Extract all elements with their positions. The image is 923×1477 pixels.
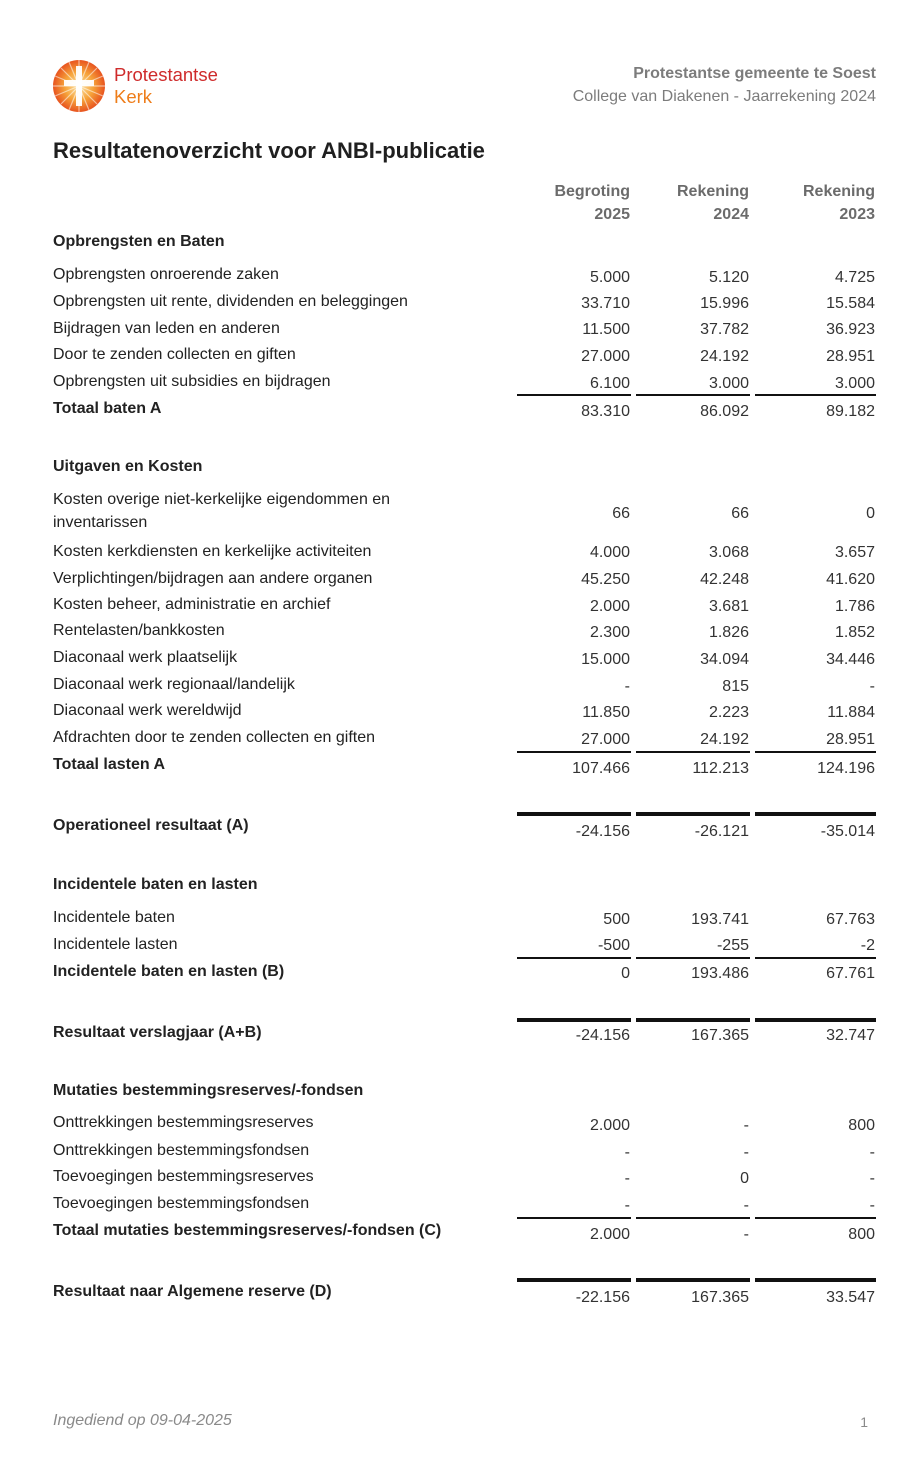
cell-rekening-2023: 34.446 xyxy=(826,651,875,668)
row-label-continued: inventarissen xyxy=(53,514,148,531)
cell-rekening-2023: -2 xyxy=(860,937,875,954)
cell-rekening-2024: 112.213 xyxy=(692,760,749,777)
cell-rekening-2024: -26.121 xyxy=(694,823,749,840)
cell-rekening-2024: - xyxy=(743,1226,749,1243)
cross-sun-icon xyxy=(52,58,106,114)
subtotal-rule xyxy=(517,394,631,396)
subtotal-rule xyxy=(636,1217,750,1219)
cell-rekening-2023: - xyxy=(869,1144,875,1161)
logo-line-2: Kerk xyxy=(114,86,153,107)
cell-begroting-2025: - xyxy=(624,678,630,695)
column-header-year: 2025 xyxy=(594,206,630,223)
column-header-line: Rekening xyxy=(676,183,749,200)
cell-rekening-2023: 36.923 xyxy=(826,321,875,338)
subtotal-rule xyxy=(755,1217,876,1219)
row-label: Kosten overige niet-kerkelijke eigendommen en xyxy=(53,491,391,508)
section-title-incidenteel: Incidentele baten en lasten xyxy=(53,876,258,893)
row-label: Resultaat naar Algemene reserve (D) xyxy=(53,1283,332,1300)
cell-rekening-2023: 124.196 xyxy=(817,760,875,777)
cell-begroting-2025: - xyxy=(624,1170,630,1187)
result-rule xyxy=(636,1018,750,1022)
cell-rekening-2024: 3.068 xyxy=(708,544,749,561)
cell-rekening-2023: 32.747 xyxy=(826,1027,875,1044)
page-number: 1 xyxy=(860,1414,868,1430)
row-label: Incidentele baten xyxy=(53,909,175,926)
cell-rekening-2024: - xyxy=(743,1144,749,1161)
cell-begroting-2025: 2.300 xyxy=(589,624,630,641)
section-title-lasten: Uitgaven en Kosten xyxy=(53,458,203,475)
page-title: Resultatenoverzicht voor ANBI-publicatie xyxy=(53,138,485,163)
cell-rekening-2023: 11.884 xyxy=(827,704,875,721)
row-label: Kosten kerkdiensten en kerkelijke activiteiten xyxy=(53,543,372,560)
cell-rekening-2023: 67.761 xyxy=(826,965,875,982)
cell-rekening-2023: 3.657 xyxy=(834,544,875,561)
cell-begroting-2025: 2.000 xyxy=(589,598,630,615)
subtotal-rule xyxy=(636,394,750,396)
subtotal-rule xyxy=(636,751,750,753)
result-rule xyxy=(636,1278,750,1282)
document-subtitle: College van Diakenen - Jaarrekening 2024 xyxy=(572,88,876,105)
row-label: Verplichtingen/bijdragen aan andere organen xyxy=(53,570,373,587)
cell-rekening-2024: 0 xyxy=(740,1170,749,1187)
cell-begroting-2025: - xyxy=(624,1144,630,1161)
subtotal-rule xyxy=(517,1217,631,1219)
result-rule xyxy=(517,1018,631,1022)
cell-rekening-2023: - xyxy=(869,678,875,695)
logo-text xyxy=(114,64,218,108)
cell-begroting-2025: 500 xyxy=(603,911,630,928)
cell-begroting-2025: 6.100 xyxy=(589,375,630,392)
cell-begroting-2025: 0 xyxy=(621,965,630,982)
cell-rekening-2023: 1.786 xyxy=(834,598,875,615)
cell-begroting-2025: 2.000 xyxy=(589,1117,630,1134)
cell-rekening-2024: 167.365 xyxy=(691,1289,749,1306)
column-header-year: 2023 xyxy=(839,206,875,223)
church-logo xyxy=(52,58,252,116)
cell-rekening-2024: 167.365 xyxy=(691,1027,749,1044)
cell-rekening-2024: 15.996 xyxy=(700,295,749,312)
cell-rekening-2024: 86.092 xyxy=(700,403,749,420)
row-label: Onttrekkingen bestemmingsreserves xyxy=(53,1114,314,1131)
cell-rekening-2024: 1.826 xyxy=(708,624,749,641)
logo-line-1: Protestantse xyxy=(114,64,218,85)
result-rule xyxy=(517,812,631,816)
cell-begroting-2025: 15.000 xyxy=(581,651,630,668)
cell-begroting-2025: 27.000 xyxy=(581,348,630,365)
result-rule xyxy=(755,1278,876,1282)
row-label: Operationeel resultaat (A) xyxy=(53,817,249,834)
cell-begroting-2025: 45.250 xyxy=(581,571,630,588)
cell-begroting-2025: 2.000 xyxy=(589,1226,630,1243)
result-rule xyxy=(636,812,750,816)
cell-rekening-2024: 24.192 xyxy=(700,731,749,748)
row-label: Opbrengsten uit subsidies en bijdragen xyxy=(53,373,331,390)
column-header-year: 2024 xyxy=(713,206,749,223)
cell-rekening-2024: 2.223 xyxy=(708,704,749,721)
cell-rekening-2024: 37.782 xyxy=(700,321,749,338)
cell-rekening-2023: - xyxy=(869,1197,875,1214)
row-label: Opbrengsten uit rente, dividenden en beleggingen xyxy=(53,293,408,310)
cell-rekening-2023: 800 xyxy=(848,1117,875,1134)
cell-rekening-2023: 0 xyxy=(866,505,875,522)
document-header xyxy=(573,62,876,108)
cell-begroting-2025: 107.466 xyxy=(572,760,630,777)
cell-rekening-2023: -35.014 xyxy=(820,823,875,840)
column-header-line: Begroting xyxy=(554,183,630,200)
subtotal-rule xyxy=(755,394,876,396)
cell-rekening-2024: 5.120 xyxy=(708,269,749,286)
result-rule xyxy=(755,812,876,816)
organization-name: Protestantse gemeente te Soest xyxy=(633,65,876,82)
row-label: Incidentele baten en lasten (B) xyxy=(53,963,285,980)
row-label: Toevoegingen bestemmingsfondsen xyxy=(53,1195,310,1212)
row-label: Onttrekkingen bestemmingsfondsen xyxy=(53,1142,310,1159)
subtotal-rule xyxy=(517,957,631,959)
column-header-begroting-2025 xyxy=(554,180,630,226)
section-title-mutaties: Mutaties bestemmingsreserves/-fondsen xyxy=(53,1082,364,1099)
row-label: Totaal baten A xyxy=(53,400,162,417)
submission-date: Ingediend op 09-04-2025 xyxy=(53,1412,232,1429)
cell-rekening-2024: -255 xyxy=(716,937,749,954)
cell-begroting-2025: 11.500 xyxy=(582,321,630,338)
row-label: Diaconaal werk regionaal/landelijk xyxy=(53,676,295,693)
cell-rekening-2024: 815 xyxy=(722,678,749,695)
cell-begroting-2025: 11.850 xyxy=(582,704,630,721)
row-label: Diaconaal werk wereldwijd xyxy=(53,702,242,719)
row-label: Rentelasten/bankkosten xyxy=(53,622,225,639)
cell-begroting-2025: - xyxy=(624,1197,630,1214)
subtotal-rule xyxy=(636,957,750,959)
cell-rekening-2023: 67.763 xyxy=(826,911,875,928)
cell-begroting-2025: 4.000 xyxy=(589,544,630,561)
cell-rekening-2024: - xyxy=(743,1197,749,1214)
cell-rekening-2024: 3.000 xyxy=(708,375,749,392)
row-label: Bijdragen van leden en anderen xyxy=(53,320,280,337)
row-label: Incidentele lasten xyxy=(53,936,178,953)
cell-rekening-2023: 28.951 xyxy=(826,731,875,748)
subtotal-rule xyxy=(517,751,631,753)
cell-rekening-2023: 1.852 xyxy=(834,624,875,641)
row-label: Afdrachten door te zenden collecten en giften xyxy=(53,729,375,746)
row-label: Opbrengsten onroerende zaken xyxy=(53,266,279,283)
row-label: Door te zenden collecten en giften xyxy=(53,346,296,363)
cell-begroting-2025: -22.156 xyxy=(575,1289,630,1306)
cell-rekening-2024: 34.094 xyxy=(700,651,749,668)
cell-begroting-2025: 83.310 xyxy=(581,403,630,420)
cell-rekening-2023: 89.182 xyxy=(826,403,875,420)
cell-rekening-2023: 3.000 xyxy=(834,375,875,392)
result-rule xyxy=(517,1278,631,1282)
cell-rekening-2024: - xyxy=(743,1117,749,1134)
cell-rekening-2024: 193.741 xyxy=(691,911,749,928)
cell-rekening-2024: 193.486 xyxy=(691,965,749,982)
cell-rekening-2023: 33.547 xyxy=(826,1289,875,1306)
cell-rekening-2024: 66 xyxy=(731,505,749,522)
row-label: Diaconaal werk plaatselijk xyxy=(53,649,238,666)
cell-begroting-2025: -500 xyxy=(597,937,630,954)
row-label: Toevoegingen bestemmingsreserves xyxy=(53,1168,314,1185)
column-header-rekening-2023 xyxy=(803,180,875,226)
cell-rekening-2024: 3.681 xyxy=(708,598,749,615)
cell-rekening-2023: - xyxy=(869,1170,875,1187)
subtotal-rule xyxy=(755,957,876,959)
row-label: Kosten beheer, administratie en archief xyxy=(53,596,331,613)
cell-begroting-2025: 66 xyxy=(612,505,630,522)
cell-begroting-2025: -24.156 xyxy=(575,1027,630,1044)
cell-begroting-2025: -24.156 xyxy=(575,823,630,840)
section-title-baten: Opbrengsten en Baten xyxy=(53,233,225,250)
cell-begroting-2025: 5.000 xyxy=(589,269,630,286)
cell-rekening-2024: 42.248 xyxy=(700,571,749,588)
column-header-line: Rekening xyxy=(802,183,875,200)
cell-rekening-2023: 4.725 xyxy=(834,269,875,286)
cell-begroting-2025: 27.000 xyxy=(581,731,630,748)
row-label: Totaal mutaties bestemmingsreserves/-fondsen (C) xyxy=(53,1222,442,1239)
cell-rekening-2024: 24.192 xyxy=(700,348,749,365)
row-label: Resultaat verslagjaar (A+B) xyxy=(53,1024,262,1041)
row-label: Totaal lasten A xyxy=(53,756,166,773)
cell-rekening-2023: 41.620 xyxy=(826,571,875,588)
result-rule xyxy=(755,1018,876,1022)
subtotal-rule xyxy=(755,751,876,753)
cell-rekening-2023: 15.584 xyxy=(826,295,875,312)
cell-begroting-2025: 33.710 xyxy=(581,295,630,312)
cell-rekening-2023: 800 xyxy=(848,1226,875,1243)
column-header-rekening-2024 xyxy=(677,180,749,226)
cell-rekening-2023: 28.951 xyxy=(826,348,875,365)
